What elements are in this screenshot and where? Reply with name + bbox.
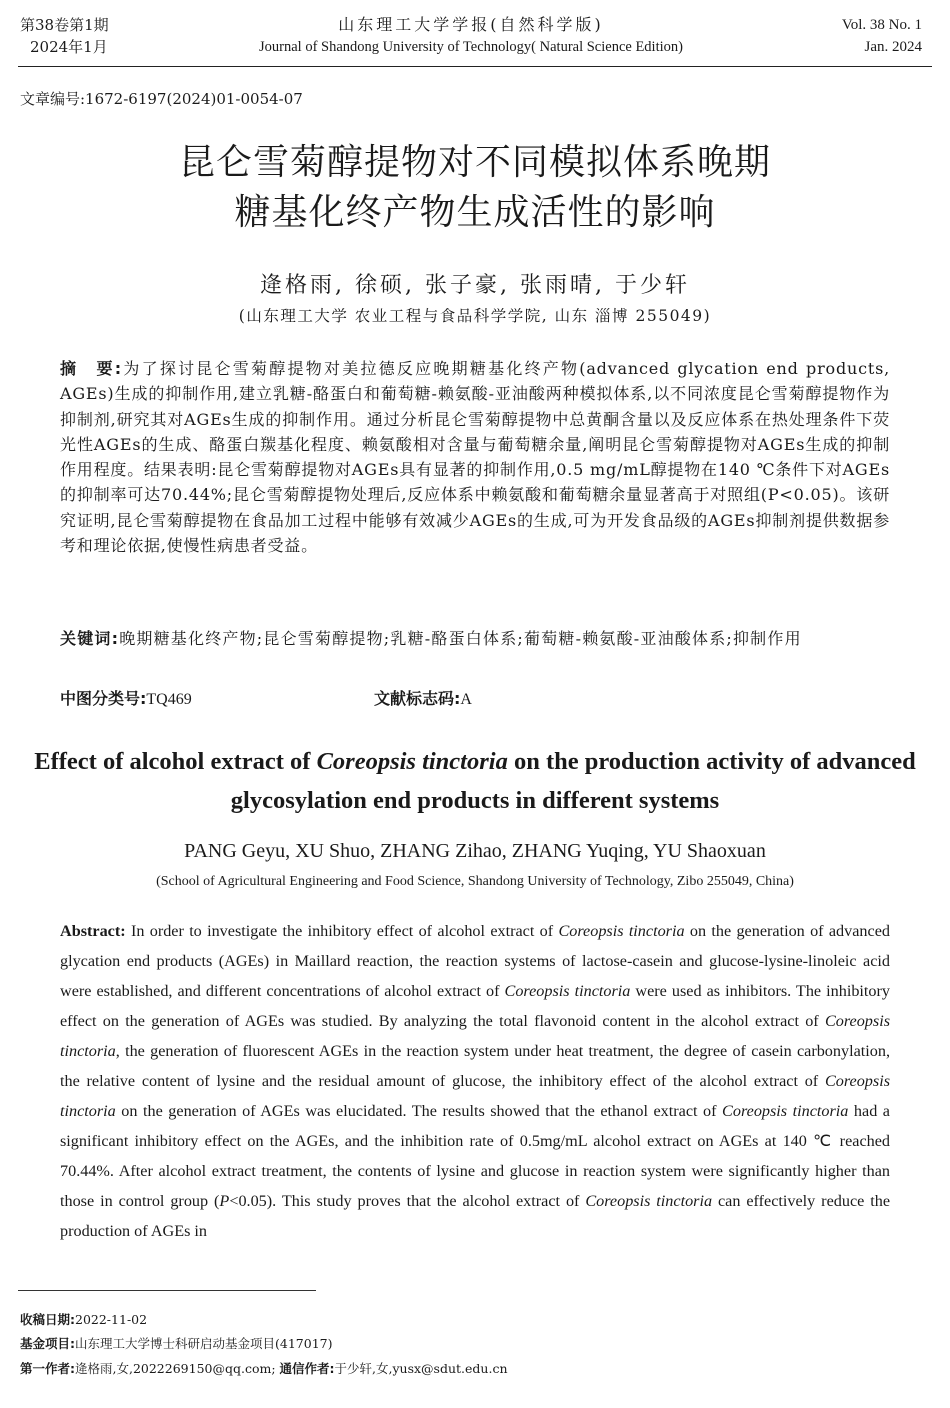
- species-name: Coreopsis tinctoria: [722, 1102, 849, 1120]
- header-right: [842, 14, 922, 58]
- affiliation-cn: (山东理工大学 农业工程与食品科学学院, 山东 淄博 255049): [238, 307, 712, 325]
- p-value-symbol: P: [219, 1192, 230, 1210]
- first-author-value: 逄格雨,女,2022269150@qq.com;: [75, 1361, 276, 1376]
- abstract-cn-text: 为了探讨昆仑雪菊醇提物对美拉德反应晚期糖基化终产物(advanced glycation end products, AGEs)生成的抑制作用,建立乳糖-酪蛋白和葡萄糖-赖氨酸-亚油酸两种模拟体系,以不同浓度昆仑雪菊醇提物作为抑制剂,研究其对AGEs生成的抑制作用。通过分析昆仑雪菊醇提物中总黄酮含量以及反应体系在热处理条件下荧光性AGEs的生成、酪蛋白羰基化程度、赖氨酸相对含量与葡萄糖余量,阐明昆仑雪菊醇提物对AGEs生成的抑制作用程度。结果表明:昆仑雪菊醇提物对AGEs具有显著的抑制作用,0.5 mg/mL醇提物在140 ℃条件下对AGEs的抑制率可达70.44%;昆仑雪菊醇提物处理后,反应体系中赖氨酸和葡萄糖余量显著高于对照组(P<0.05)。该研究证明,昆仑雪菊醇提物在食品加工过程中能够有效减少AGEs的生成,可为开发食品级的AGEs抑制剂提供数据参考和理论依据,使慢性病患者受益。: [60, 359, 890, 556]
- doc-code-value: A: [460, 691, 472, 708]
- volume-issue: 第38卷第1期: [20, 16, 109, 34]
- authors-en: PANG Geyu, XU Shuo, ZHANG Zihao, ZHANG Yuqing, YU Shaoxuan: [184, 840, 766, 862]
- fund-label: 基金项目:: [20, 1336, 75, 1351]
- issue-date-cn: 2024年1月: [30, 38, 108, 56]
- first-author-label: 第一作者:: [20, 1361, 75, 1376]
- document-code: [374, 686, 472, 709]
- doc-code-label: 文献标志码:: [374, 689, 461, 708]
- keywords-cn-label: 关键词:: [60, 629, 120, 648]
- volume-number-en: Vol. 38 No. 1: [841, 17, 922, 33]
- clc-label: 中图分类号:: [60, 689, 147, 708]
- received-value: 2022-11-02: [75, 1312, 148, 1327]
- abstract-en-text: can effectively reduce the production of AGEs in: [60, 1192, 890, 1240]
- journal-name-en: Journal of Shandong University of Technology( Natural Science Edition): [259, 39, 683, 55]
- abstract-en-text: , the generation of fluorescent AGEs in the reaction system under heat treatment, the degree of casein carbonylation, the relative content of lysine and the residual amount of glucose, the inhibitory effect of the alcohol extract of: [60, 1042, 890, 1090]
- title-cn-line1: 昆仑雪菊醇提物对不同模拟体系晚期: [178, 142, 771, 183]
- fund-value: 山东理工大学博士科研启动基金项目(417017): [75, 1336, 333, 1351]
- species-name: Coreopsis tinctoria: [504, 982, 631, 1000]
- keywords-cn: [60, 626, 890, 652]
- species-name: Coreopsis tinctoria: [60, 1012, 890, 1060]
- footnote-authors: [20, 1359, 508, 1377]
- abstract-en-text: In order to investigate the inhibitory effect of alcohol extract of: [125, 922, 559, 940]
- title-cn-line2: 糖基化终产物生成活性的影响: [234, 192, 716, 233]
- footnote-received: [20, 1310, 147, 1328]
- abstract-en-text: had a significant inhibitory effect on the AGEs, and the inhibition rate of 0.5mg/mL alcohol extract on AGEs at 140 ℃ reached 70.44%. After alcohol extract treatment, the contents of lysine and glucose in reaction system were significantly higher than those in control group (: [60, 1102, 890, 1210]
- running-header: [20, 14, 922, 66]
- title-en-species: Coreopsis tinctoria: [316, 748, 508, 775]
- title-en-part1: Effect of alcohol extract of: [34, 748, 317, 775]
- footnote-rule: [18, 1290, 316, 1291]
- title-en: [30, 742, 920, 820]
- clc-number: [60, 686, 192, 709]
- title-cn: [0, 138, 950, 238]
- authors-cn: 逄格雨, 徐硕, 张子豪, 张雨晴, 于少轩: [260, 273, 690, 298]
- received-label: 收稿日期:: [20, 1312, 75, 1327]
- article-number: 文章编号:1672-6197(2024)01-0054-07: [20, 90, 303, 108]
- header-center: [20, 14, 922, 58]
- issue-date-en: Jan. 2024: [864, 39, 922, 55]
- abstract-en-text: <0.05). This study proves that the alcohol extract of: [229, 1192, 586, 1210]
- abstract-en-text: were used as inhibitors. The inhibitory effect on the generation of AGEs was studied. By analyzing the total flavonoid content in the alcohol extract of: [60, 982, 890, 1030]
- keywords-cn-text: 晚期糖基化终产物;昆仑雪菊醇提物;乳糖-酪蛋白体系;葡萄糖-赖氨酸-亚油酸体系;抑制作用: [119, 629, 802, 648]
- abstract-cn: [60, 356, 890, 558]
- title-en-part2: on the production activity of advanced glycosylation end products in different systems: [230, 748, 916, 814]
- abstract-en-text: on the generation of advanced glycation end products (AGEs) in Maillard reaction, the reaction systems of lactose-casein and glucose-lysine-linoleic acid were established, and different concentrations of alcohol extract of: [60, 922, 890, 1000]
- footnote-fund: [20, 1334, 332, 1352]
- species-name: Coreopsis tinctoria: [60, 1072, 890, 1120]
- species-name: Coreopsis tinctoria: [585, 1192, 713, 1210]
- header-rule: [18, 66, 932, 67]
- affiliation-en: (School of Agricultural Engineering and Food Science, Shandong University of Technology, Zibo 255049, China): [156, 874, 794, 889]
- species-name: Coreopsis tinctoria: [558, 922, 685, 940]
- clc-value: TQ469: [146, 691, 192, 708]
- abstract-cn-label: 摘 要:: [60, 359, 122, 378]
- abstract-en-label: Abstract:: [60, 922, 126, 940]
- corresponding-author-value: 于少轩,女,yusx@sdut.edu.cn: [334, 1361, 508, 1376]
- abstract-en: [60, 916, 890, 1246]
- journal-name-cn: 山东理工大学学报(自然科学版): [338, 15, 604, 34]
- corresponding-author-label: 通信作者:: [279, 1361, 335, 1376]
- abstract-en-text: on the generation of AGEs was elucidated. The results showed that the ethanol extract of: [115, 1102, 723, 1120]
